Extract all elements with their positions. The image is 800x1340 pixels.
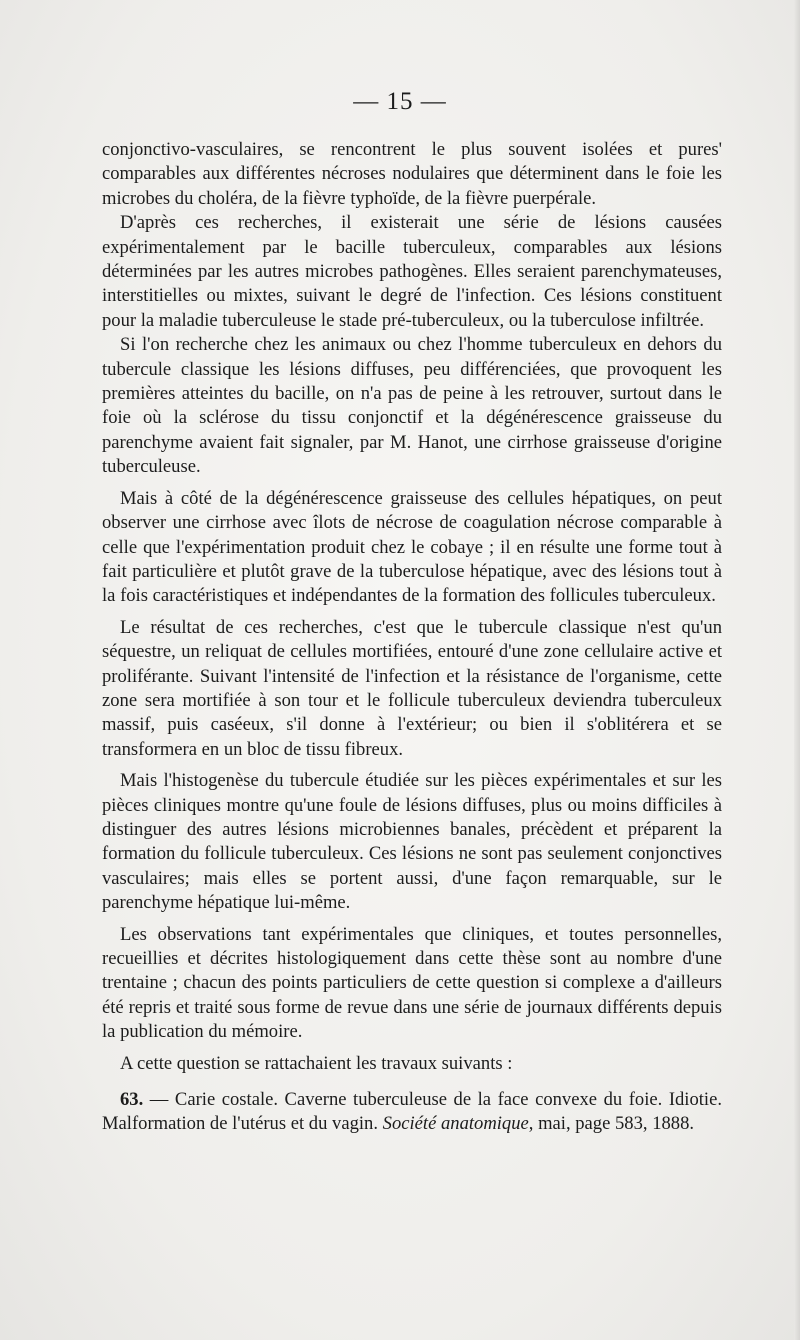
reference-text-after: , mai, page 583, 1888. <box>528 1113 695 1135</box>
reference-text-before: — Carie costale. Caverne tuberculeuse de la face convexe du foie. Idiotie. Malformation de l'utérus et du vagin. <box>102 1089 722 1135</box>
reference-number: 63. <box>120 1089 144 1111</box>
paragraph-7: Les observations tant expérimentales que cliniques, et toutes personnelles, recueillies et décrites histologiquement dans cette thèse sont au nombre d'une trentaine ; chacun des points particuliers de cette question si complexe a d'ailleurs été repris et traité sous forme de revue dans une série de journaux différents depuis la publication du mémoire. <box>102 923 722 1043</box>
page-number: — 15 — <box>353 88 447 115</box>
paragraph-2: D'après ces recherches, il existerait une série de lésions causées expérimentalement par le bacille tuberculeux, comparables aux lésions déterminées par les autres microbes pathogènes. Elles seraient parenchymateuses, interstitielles ou mixtes, suivant le degré de l'infection. Ces lésions constituent pour la maladie tuberculeuse le stade pré-tuberculeux, ou la tuberculose infiltrée. <box>102 212 722 331</box>
body-text <box>102 138 722 1137</box>
paragraph-6: Mais l'histogenèse du tubercule étudiée sur les pièces expérimentales et sur les pièces cliniques montre qu'une foule de lésions diffuses, plus ou moins difficiles à distinguer des autres lésions microbiennes banales, précèdent et préparent la formation du follicule tuberculeux. Ces lésions ne sont pas seulement conjonctives vasculaires; mais elles se portent aussi, d'une façon remarquable, sur le parenchyme hépatique lui-même. <box>102 770 722 914</box>
paragraph-8: A cette question se rattachaient les travaux suivants : <box>120 1052 513 1074</box>
paragraph-3: Si l'on recherche chez les animaux ou chez l'homme tuberculeux en dehors du tubercule classique les lésions diffuses, peu différenciées, que provoquent les premières atteintes du bacille, on n'a pas de peine à les retrouver, surtout dans le foie où la sclérose du tissu conjonctif et la dégénérescence graisseuse du parenchyme avaient fait signaler, par M. Hanot, une cirrhose graisseuse d'origine tuberculeuse. <box>102 334 722 478</box>
reference-journal: Société anatomique <box>382 1113 529 1135</box>
page-edge <box>794 0 800 1340</box>
paragraph-1: conjonctivo-vasculaires, se rencontrent le plus souvent isolées et pures' comparables aux différentes nécroses nodulaires que déterminent dans le foie les microbes du choléra, de la fièvre typhoïde, de la fièvre puerpérale. <box>102 139 722 209</box>
paragraph-4: Mais à côté de la dégénérescence graisseuse des cellules hépatiques, on peut observer une cirrhose avec îlots de nécrose de coagulation nécrose comparable à celle que l'expérimentation produit chez le cobaye ; il en résulte une forme tout à fait particulière et plutôt grave de la tuberculose hépatique, avec des lésions tout à la fois caractéristiques et indépendantes de la formation des follicules tuberculeux. <box>102 487 722 607</box>
paragraph-5: Le résultat de ces recherches, c'est que le tubercule classique n'est qu'un séquestre, un reliquat de cellules mortifiées, entouré d'une zone cellulaire active et proliférante. Suivant l'intensité de l'infection et la résistance de l'organisme, cette zone sera mortifiée à son tour et le follicule tuberculeux deviendra tuberculeux massif, puis caséeux, s'il donne à l'extérieur; ou bien il s'oblitérera et se transformera en un bloc de tissu fibreux. <box>102 616 722 760</box>
reference-entry <box>102 1088 722 1137</box>
